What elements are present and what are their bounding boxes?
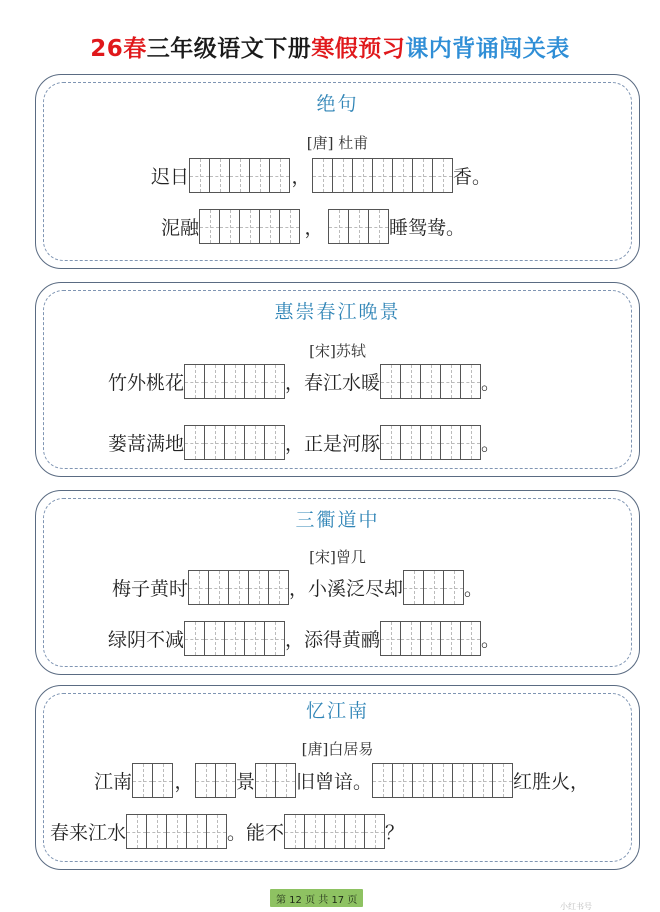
- answer-box[interactable]: [200, 210, 219, 243]
- answer-box[interactable]: [275, 764, 295, 797]
- answer-grid[interactable]: [255, 763, 296, 798]
- line-text: 。能不: [227, 822, 285, 844]
- line-text: 景: [236, 771, 256, 793]
- line-text: 竹外桃花: [108, 372, 185, 394]
- poem-author: [唐]白居易: [301, 740, 374, 758]
- answer-grid[interactable]: [199, 209, 300, 244]
- answer-box[interactable]: [259, 210, 279, 243]
- answer-box[interactable]: [249, 159, 269, 192]
- poem-line: [161, 209, 465, 244]
- poem-author: [唐] 杜甫: [306, 134, 369, 152]
- answer-grid[interactable]: [195, 763, 236, 798]
- answer-box[interactable]: [332, 159, 352, 192]
- answer-box[interactable]: [440, 426, 460, 459]
- answer-box[interactable]: [228, 571, 248, 604]
- answer-box[interactable]: [412, 764, 432, 797]
- answer-box[interactable]: [404, 571, 423, 604]
- answer-box[interactable]: [285, 815, 304, 848]
- answer-box[interactable]: [244, 426, 264, 459]
- answer-box[interactable]: [264, 426, 284, 459]
- answer-grid[interactable]: [380, 425, 481, 460]
- answer-grid[interactable]: [372, 763, 513, 798]
- answer-box[interactable]: [204, 426, 224, 459]
- line-text: 睡鸳鸯。: [389, 217, 466, 239]
- answer-box[interactable]: [304, 815, 324, 848]
- answer-box[interactable]: [364, 815, 384, 848]
- answer-box[interactable]: [185, 365, 204, 398]
- answer-box[interactable]: [244, 622, 264, 655]
- line-text: 春来江水: [50, 822, 127, 844]
- line-text: 。: [464, 578, 484, 600]
- answer-box[interactable]: [264, 622, 284, 655]
- answer-box[interactable]: [372, 159, 392, 192]
- answer-box[interactable]: [313, 159, 332, 192]
- answer-box[interactable]: [248, 571, 268, 604]
- answer-box[interactable]: [204, 622, 224, 655]
- answer-box[interactable]: [146, 815, 166, 848]
- answer-box[interactable]: [443, 571, 463, 604]
- answer-box[interactable]: [348, 210, 368, 243]
- line-text: ，: [174, 771, 194, 793]
- answer-box[interactable]: [244, 365, 264, 398]
- answer-box[interactable]: [208, 571, 228, 604]
- title-spring: 春: [123, 36, 147, 62]
- title-number: 26: [90, 36, 124, 62]
- answer-box[interactable]: [423, 571, 443, 604]
- answer-box[interactable]: [206, 815, 226, 848]
- answer-grid[interactable]: [328, 209, 389, 244]
- answer-box[interactable]: [269, 159, 289, 192]
- poem-line: [151, 158, 491, 193]
- answer-grid[interactable]: [188, 570, 289, 605]
- page-title: [0, 30, 660, 63]
- line-text: 梅子黄时: [112, 578, 189, 600]
- poem-line: [94, 763, 589, 798]
- answer-box[interactable]: [127, 815, 146, 848]
- page-number-badge: 第 12 页 共 17 页: [270, 889, 363, 907]
- answer-box[interactable]: [166, 815, 186, 848]
- poem-card-yijiangnan: [35, 685, 640, 870]
- poem-title: 绝句: [316, 93, 359, 115]
- answer-box[interactable]: [460, 426, 480, 459]
- answer-box[interactable]: [432, 159, 452, 192]
- answer-box[interactable]: [268, 571, 288, 604]
- answer-box[interactable]: [412, 159, 432, 192]
- line-text: 。: [481, 433, 501, 455]
- line-text: ？: [385, 822, 405, 844]
- poem-line: [50, 814, 404, 849]
- answer-box[interactable]: [224, 426, 244, 459]
- answer-box[interactable]: [185, 426, 204, 459]
- line-text: ，添得黄鹂: [285, 629, 381, 651]
- answer-box[interactable]: [133, 764, 152, 797]
- poem-title: 三衢道中: [295, 509, 380, 531]
- line-text: 红胜火，: [513, 771, 590, 793]
- answer-box[interactable]: [189, 571, 208, 604]
- answer-box[interactable]: [381, 365, 400, 398]
- line-text: 绿阴不减: [108, 629, 185, 651]
- line-text: 迟日: [151, 166, 190, 188]
- poem-card-sanqu: [35, 490, 640, 675]
- poem-title: 忆江南: [305, 700, 369, 722]
- poem-line: [108, 621, 500, 656]
- line-text: ，小溪泛尽却: [289, 578, 404, 600]
- line-text: ，正是河豚: [285, 433, 381, 455]
- answer-box[interactable]: [460, 365, 480, 398]
- answer-box[interactable]: [472, 764, 492, 797]
- answer-box[interactable]: [420, 622, 440, 655]
- answer-grid[interactable]: [132, 763, 173, 798]
- title-grade: 三年级语文下册: [146, 36, 312, 62]
- line-text: 。: [481, 372, 501, 394]
- line-text: 香。: [453, 166, 492, 188]
- line-text: ，: [304, 217, 324, 239]
- poem-line: [108, 425, 500, 460]
- answer-box[interactable]: [392, 764, 412, 797]
- line-text: 江南: [94, 771, 133, 793]
- answer-box[interactable]: [219, 210, 239, 243]
- answer-box[interactable]: [324, 815, 344, 848]
- answer-box[interactable]: [186, 815, 206, 848]
- answer-grid[interactable]: [284, 814, 385, 849]
- answer-box[interactable]: [185, 622, 204, 655]
- poem-line: [112, 570, 483, 605]
- answer-grid[interactable]: [403, 570, 464, 605]
- answer-box[interactable]: [381, 622, 400, 655]
- answer-box[interactable]: [215, 764, 235, 797]
- answer-box[interactable]: [204, 365, 224, 398]
- answer-grid[interactable]: [184, 425, 285, 460]
- answer-box[interactable]: [344, 815, 364, 848]
- answer-grid[interactable]: [126, 814, 227, 849]
- answer-box[interactable]: [152, 764, 172, 797]
- answer-box[interactable]: [264, 365, 284, 398]
- line-text: 。: [481, 629, 501, 651]
- line-text: 蒌蒿满地: [108, 433, 185, 455]
- answer-box[interactable]: [196, 764, 215, 797]
- answer-box[interactable]: [392, 159, 412, 192]
- title-holiday: 寒假预习: [311, 36, 406, 62]
- watermark: 小红书号: [560, 902, 592, 911]
- line-text: 泥融: [161, 217, 200, 239]
- answer-box[interactable]: [373, 764, 392, 797]
- answer-box[interactable]: [400, 426, 420, 459]
- answer-box[interactable]: [256, 764, 275, 797]
- line-text: ，: [291, 166, 311, 188]
- answer-box[interactable]: [329, 210, 348, 243]
- answer-box[interactable]: [420, 365, 440, 398]
- answer-box[interactable]: [452, 764, 472, 797]
- answer-box[interactable]: [440, 622, 460, 655]
- answer-box[interactable]: [432, 764, 452, 797]
- answer-box[interactable]: [400, 365, 420, 398]
- answer-box[interactable]: [420, 426, 440, 459]
- answer-box[interactable]: [190, 159, 209, 192]
- poem-line: [108, 364, 500, 399]
- answer-box[interactable]: [440, 365, 460, 398]
- line-text: ，春江水暖: [285, 372, 381, 394]
- answer-box[interactable]: [239, 210, 259, 243]
- answer-box[interactable]: [224, 622, 244, 655]
- answer-box[interactable]: [229, 159, 249, 192]
- answer-box[interactable]: [279, 210, 299, 243]
- poem-author: [宋]曾几: [309, 548, 366, 566]
- answer-box[interactable]: [209, 159, 229, 192]
- answer-box[interactable]: [400, 622, 420, 655]
- answer-grid[interactable]: [380, 621, 481, 656]
- answer-grid[interactable]: [189, 158, 290, 193]
- poem-title: 惠崇春江晚景: [274, 301, 401, 323]
- poem-card-huichong: [35, 282, 640, 477]
- answer-box[interactable]: [224, 365, 244, 398]
- title-checklist: 课内背诵闯关表: [405, 36, 570, 62]
- line-text: 旧曾谙。: [296, 771, 373, 793]
- answer-grid[interactable]: [380, 364, 481, 399]
- answer-box[interactable]: [352, 159, 372, 192]
- answer-box[interactable]: [492, 764, 512, 797]
- answer-grid[interactable]: [184, 364, 285, 399]
- answer-box[interactable]: [368, 210, 388, 243]
- answer-box[interactable]: [460, 622, 480, 655]
- answer-box[interactable]: [381, 426, 400, 459]
- answer-grid[interactable]: [184, 621, 285, 656]
- poem-card-jueju: [35, 74, 640, 269]
- poem-author: [宋]苏轼: [309, 342, 366, 360]
- answer-grid[interactable]: [312, 158, 453, 193]
